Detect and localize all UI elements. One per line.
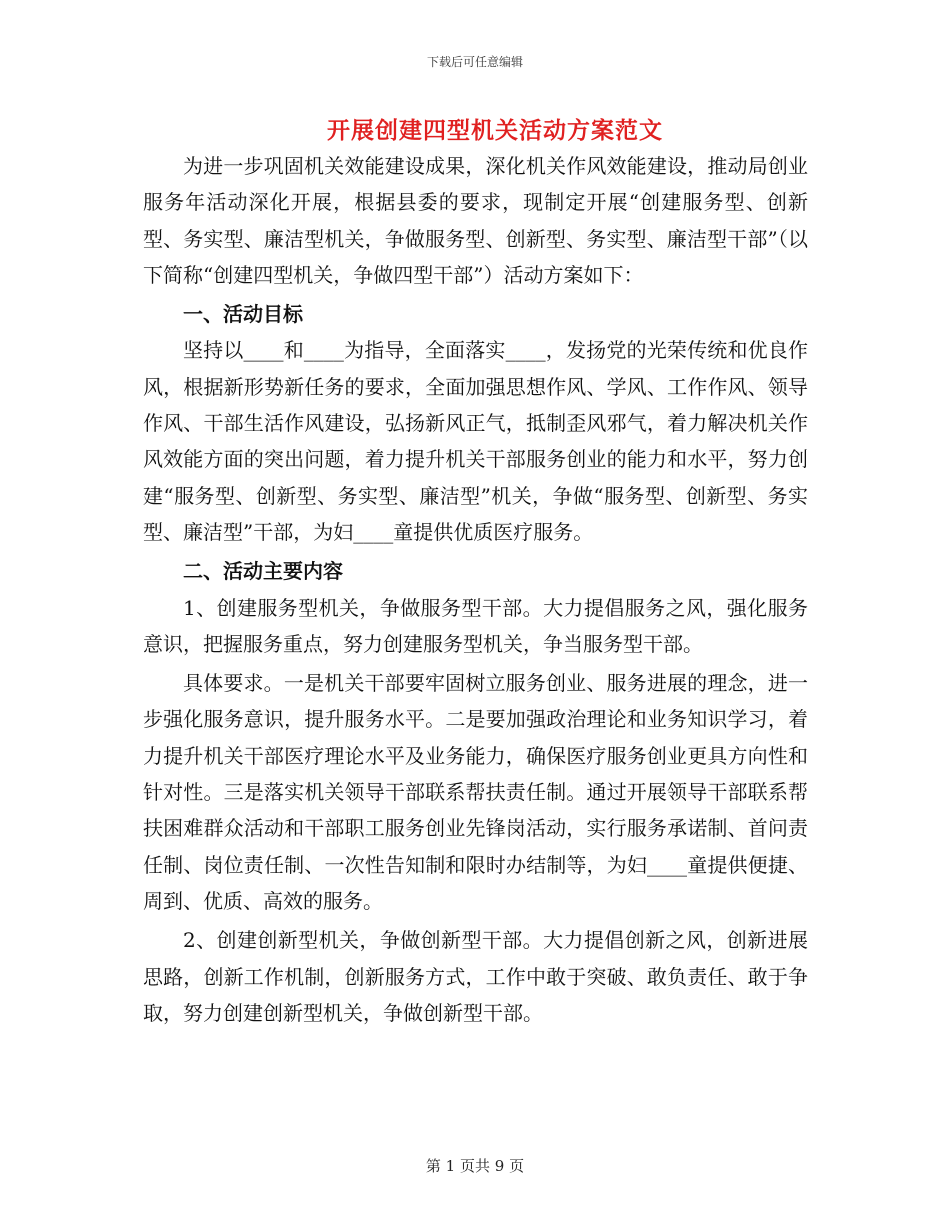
section-heading-content: 二、活动主要内容 [183,559,343,584]
goals-paragraph: 坚持以____和____为指导，全面落实____，发扬党的光荣传统和优良作风，根据新形势新任务的要求，全面加强思想作风、学风、工作作风、领导作风、干部生活作风建设，弘扬新风正气，抵制歪风邪气，着力解决机关作风效能方面的突出问题，着力提升机关干部服务创业的能力和水平，努力创建“服务型、创新型、务实型、廉洁型”机关，争做“服务型、创新型、务实型、廉洁型”干部，为妇____童提供优质医疗服务。 [143,338,808,544]
page-header: 下载后可任意编辑 [426,55,523,69]
content-paragraph-2: 具体要求。一是机关干部要牢固树立服务创业、服务进展的理念，进一步强化服务意识，提升服务水平。二是要加强政治理论和业务知识学习，着力提升机关干部医疗理论水平及业务能力，确保医疗服务创业更具方向性和针对性。三是落实机关领导干部联系帮扶责任制。通过开展领导干部联系帮扶困难群众活动和干部职工服务创业先锋岗活动，实行服务承诺制、首问责任制、岗位责任制、一次性告知制和限时办结制等，为妇____童提供便捷、周到、优质、高效的服务。 [143,671,808,913]
section-heading-goals: 一、活动目标 [183,302,303,327]
page-footer: 第 1 页共 9 页 [425,1157,525,1175]
document-body [143,148,808,1031]
document-title: 开展创建四型机关活动方案范文 [327,117,663,144]
intro-paragraph: 为进一步巩固机关效能建设成果，深化机关作风效能建设，推动局创业服务年活动深化开展，根据县委的要求，现制定开展“创建服务型、创新型、务实型、廉洁型机关，争做服务型、创新型、务实型、廉洁型干部”（以下简称“创建四型机关，争做四型干部”）活动方案如下： [143,154,808,287]
content-paragraph-1: 1、创建服务型机关，争做服务型干部。大力提倡服务之风，强化服务意识，把握服务重点，努力创建服务型机关，争当服务型干部。 [143,595,808,656]
content-paragraph-3: 2、创建创新型机关，争做创新型干部。大力提倡创新之风，创新进展思路，创新工作机制，创新服务方式，工作中敢于突破、敢负责任、敢于争取，努力创建创新型机关，争做创新型干部。 [143,928,808,1025]
